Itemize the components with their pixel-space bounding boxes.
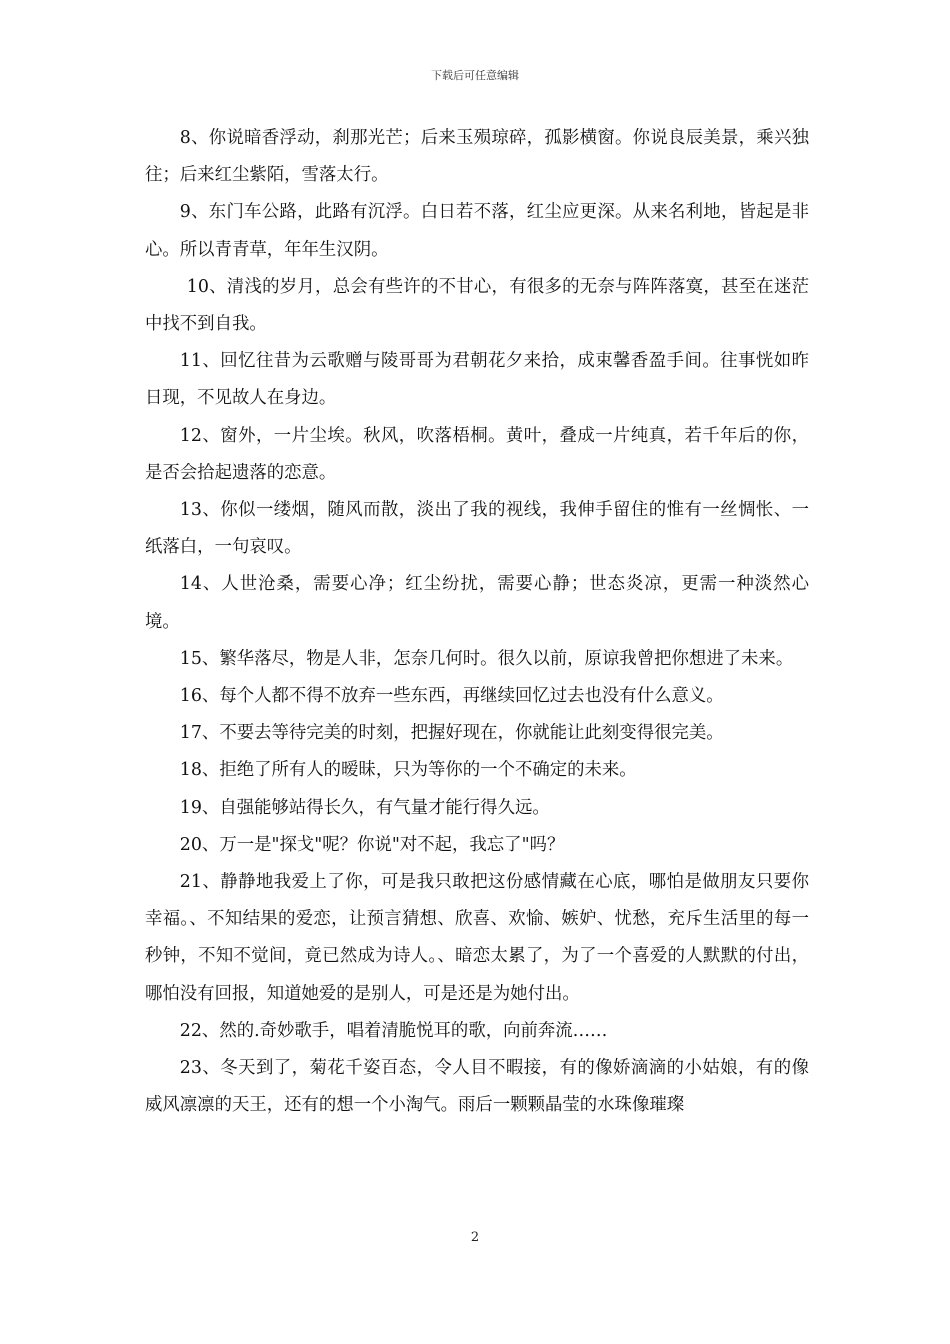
paragraph-23: 23、冬天到了，菊花千姿百态，令人目不暇接，有的像娇滴滴的小姑娘，有的像威风凛凛的天王，还有的想一个小淘气。雨后一颗颗晶莹的水珠像璀璨 (145, 1058, 809, 1116)
paragraph-16: 16、每个人都不得不放弃一些东西，再继续回忆过去也没有什么意义。 (179, 686, 724, 707)
paragraph-21: 21、静静地我爱上了你，可是我只敢把这份感情藏在心底，哪怕是做朋友只要你幸福。、不知结果的爱恋，让预言猜想、欣喜、欢愉、嫉妒、忧愁，充斥生活里的每一秒钟，不知不觉间，竟已然成为诗人。、暗恋太累了，为了一个喜爱的人默默的付出，哪怕没有回报，知道她爱的是别人，可是还是为她付出。 (145, 872, 809, 1004)
paragraph-17: 17、不要去等待完美的时刻，把握好现在，你就能让此刻变得很完美。 (179, 723, 724, 744)
paragraph-9: 9、东门车公路，此路有沉浮。白日若不落，红尘应更深。从来名利地，皆起是非心。所以青青草，年年生汉阴。 (145, 202, 809, 260)
paragraph-8: 8、你说暗香浮动，刹那光芒；后来玉殒琼碎，孤影横窗。你说良辰美景，乘兴独往；后来红尘紫陌，雪落太行。 (145, 128, 809, 186)
paragraph-18: 18、拒绝了所有人的暧昧，只为等你的一个不确定的未来。 (179, 760, 637, 781)
paragraph-10: 10、清浅的岁月，总会有些许的不甘心，有很多的无奈与阵阵落寞，甚至在迷茫中找不到自我。 (145, 276, 809, 335)
paragraph-19: 19、自强能够站得长久，有气量才能行得久远。 (179, 797, 550, 818)
paragraph-22: 22、然的.奇妙歌手，唱着清脆悦耳的歌，向前奔流…… (179, 1020, 608, 1041)
paragraph-20: 20、万一是"探戈"呢？你说"对不起，我忘了"吗？ (179, 834, 565, 855)
page-number: 2 (470, 1230, 480, 1245)
page-header: 下载后可任意编辑 (431, 69, 519, 82)
paragraph-15: 15、繁华落尽，物是人非，怎奈几何时。很久以前，原谅我曾把你想进了未来。 (179, 648, 794, 669)
paragraph-12: 12、窗外，一片尘埃。秋风，吹落梧桐。黄叶，叠成一片纯真，若千年后的你，是否会拾起遗落的恋意。 (145, 425, 809, 483)
paragraph-14: 14、人世沧桑，需要心净；红尘纷扰，需要心静；世态炎凉，更需一种淡然心境。 (145, 574, 809, 632)
paragraph-13: 13、你似一缕烟，随风而散，淡出了我的视线，我伸手留住的惟有一丝惆怅、一纸落白，一句哀叹。 (145, 500, 809, 558)
paragraph-11: 11、回忆往昔为云歌赠与陵哥哥为君朝花夕来拾，成束馨香盈手间。往事恍如昨日现，不见故人在身边。 (145, 351, 809, 409)
document-body (145, 120, 809, 1124)
